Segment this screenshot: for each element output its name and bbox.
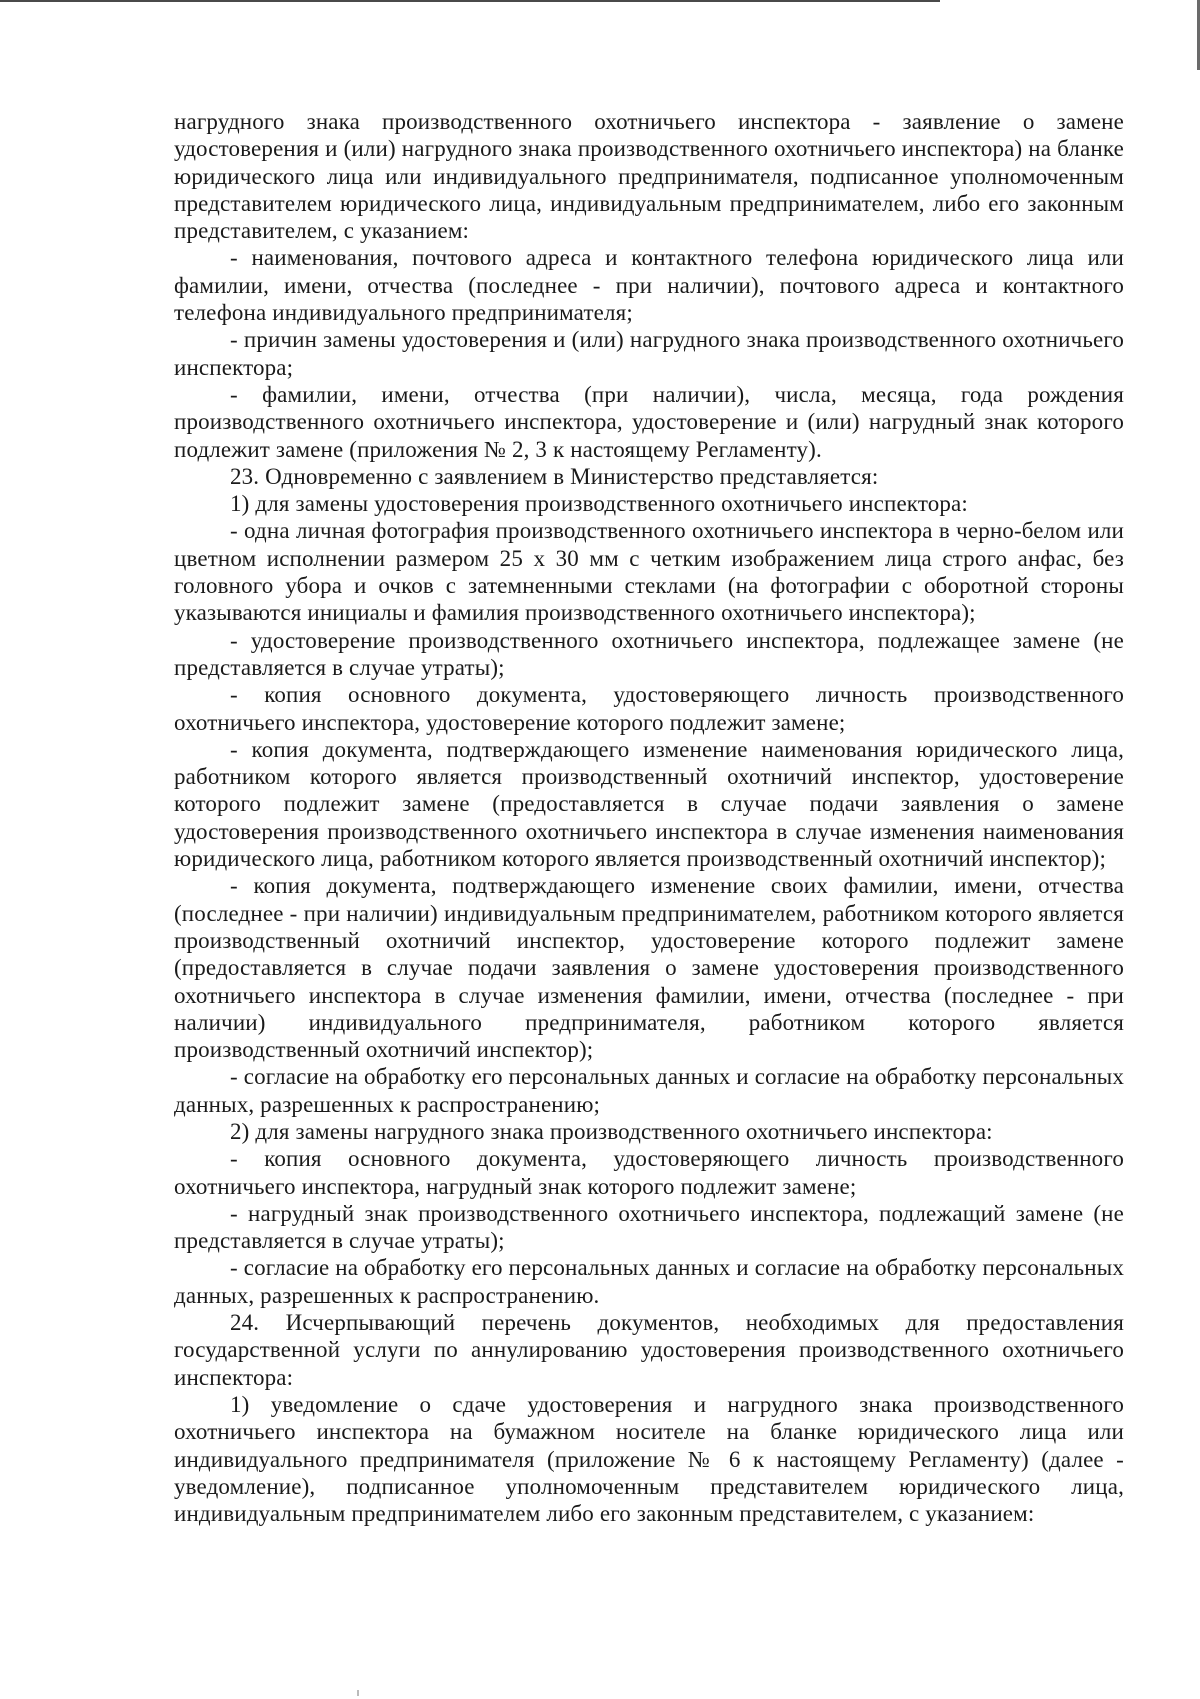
scan-speck	[357, 1690, 359, 1696]
list-item-name-address: - наименования, почтового адреса и контактного телефона юридического лица или фамилии, имени, отчества (последнее - при наличии), почтового адреса и контактного телефона индивидуального предпринимателя;	[174, 245, 1124, 326]
list-item-identity-copy-badge: - копия основного документа, удостоверяющего личность производственного охотничьего инспектора, нагрудный знак которого подлежит замене;	[174, 1146, 1124, 1199]
list-item-replacement-reasons: - причин замены удостоверения и (или) нагрудного знака производственного охотничьего инспектора;	[174, 327, 1124, 380]
list-item-legal-name-change: - копия документа, подтверждающего изменение наименования юридического лица, работником которого является производственный охотничий инспектор, удостоверение которого подлежит замене (предоставляется в случае подачи заявления о замене удостоверения производственного охотничьего инспектора в случае изменения наименования юридического лица, работником которого является производственный охотничий инспектор);	[174, 736, 1124, 872]
list-item-identity-copy: - копия основного документа, удостоверяющего личность производственного охотничьего инспектора, удостоверение которого подлежит замене;	[174, 682, 1124, 735]
list-item-consent-2: - согласие на обработку его персональных данных и согласие на обработку персональных данных, разрешенных к распространению.	[174, 1255, 1124, 1308]
list-item-consent-1: - согласие на обработку его персональных данных и согласие на обработку персональных данных, разрешенных к распространению;	[174, 1064, 1124, 1117]
scan-border-top	[0, 0, 940, 2]
document-body	[174, 108, 1124, 1527]
paragraph-continuation: нагрудного знака производственного охотничьего инспектора - заявление о замене удостоверения и (или) нагрудного знака производственного охотничьего инспектора) на бланке юридического лица или индивидуального предпринимателя, подписанное уполномоченным представителем юридического лица, индивидуальным предпринимателем, либо его законным представителем, с указанием:	[174, 109, 1124, 244]
list-item-badge: - нагрудный знак производственного охотничьего инспектора, подлежащий замене (не представляется в случае утраты);	[174, 1200, 1124, 1254]
clause-24-subitem-1: 1) уведомление о сдаче удостоверения и нагрудного знака производственного охотничьего инспектора на бумажном носителе на бланке юридического лица или индивидуального предпринимателя (приложение № 6 к настоящему Регламенту) (далее - уведомление), подписанное уполномоченным представителем юридического лица, индивидуальным предпринимателем либо его законным представителем, с указанием:	[174, 1391, 1124, 1527]
clause-24-heading: 24. Исчерпывающий перечень документов, необходимых для предоставления государственной услуги по аннулированию удостоверения производственного охотничьего инспектора:	[174, 1310, 1124, 1390]
list-item-certificate: - удостоверение производственного охотничьего инспектора, подлежащее замене (не представляется в случае утраты);	[174, 627, 1124, 680]
list-item-entrepreneur-name-change: - копия документа, подтверждающего изменение своих фамилии, имени, отчества (последнее - при наличии) индивидуальным предпринимателем, работником которого является производственный охотничий инспектор, удостоверение которого подлежит замене (предоставляется в случае подачи заявления о замене удостоверения производственного охотничьего инспектора в случае изменения фамилии, имени, отчества (последнее - при наличии) индивидуального предпринимателя, работником которого является производственный охотничий инспектор);	[174, 873, 1124, 1063]
clause-23-subitem-2: 2) для замены нагрудного знака производственного охотничьего инспектора:	[230, 1118, 993, 1144]
clause-23-subitem-1: 1) для замены удостоверения производственного охотничьего инспектора:	[230, 491, 968, 517]
clause-23-heading: 23. Одновременно с заявлением в Министерство представляется:	[230, 463, 879, 489]
list-item-photo: - одна личная фотография производственного охотничьего инспектора в черно-белом или цветном исполнении размером 25 х 30 мм с четким изображением лица строго анфас, без головного убора и очков с затемненными стеклами (на фотографии с оборотной стороны указываются инициалы и фамилия производственного охотничьего инспектора);	[174, 518, 1124, 626]
list-item-inspector-details: - фамилии, имени, отчества (при наличии), числа, месяца, года рождения производственного охотничьего инспектора, удостоверение и (или) нагрудный знак которого подлежит замене (приложения № 2, 3 к настоящему Регламенту).	[174, 381, 1124, 462]
